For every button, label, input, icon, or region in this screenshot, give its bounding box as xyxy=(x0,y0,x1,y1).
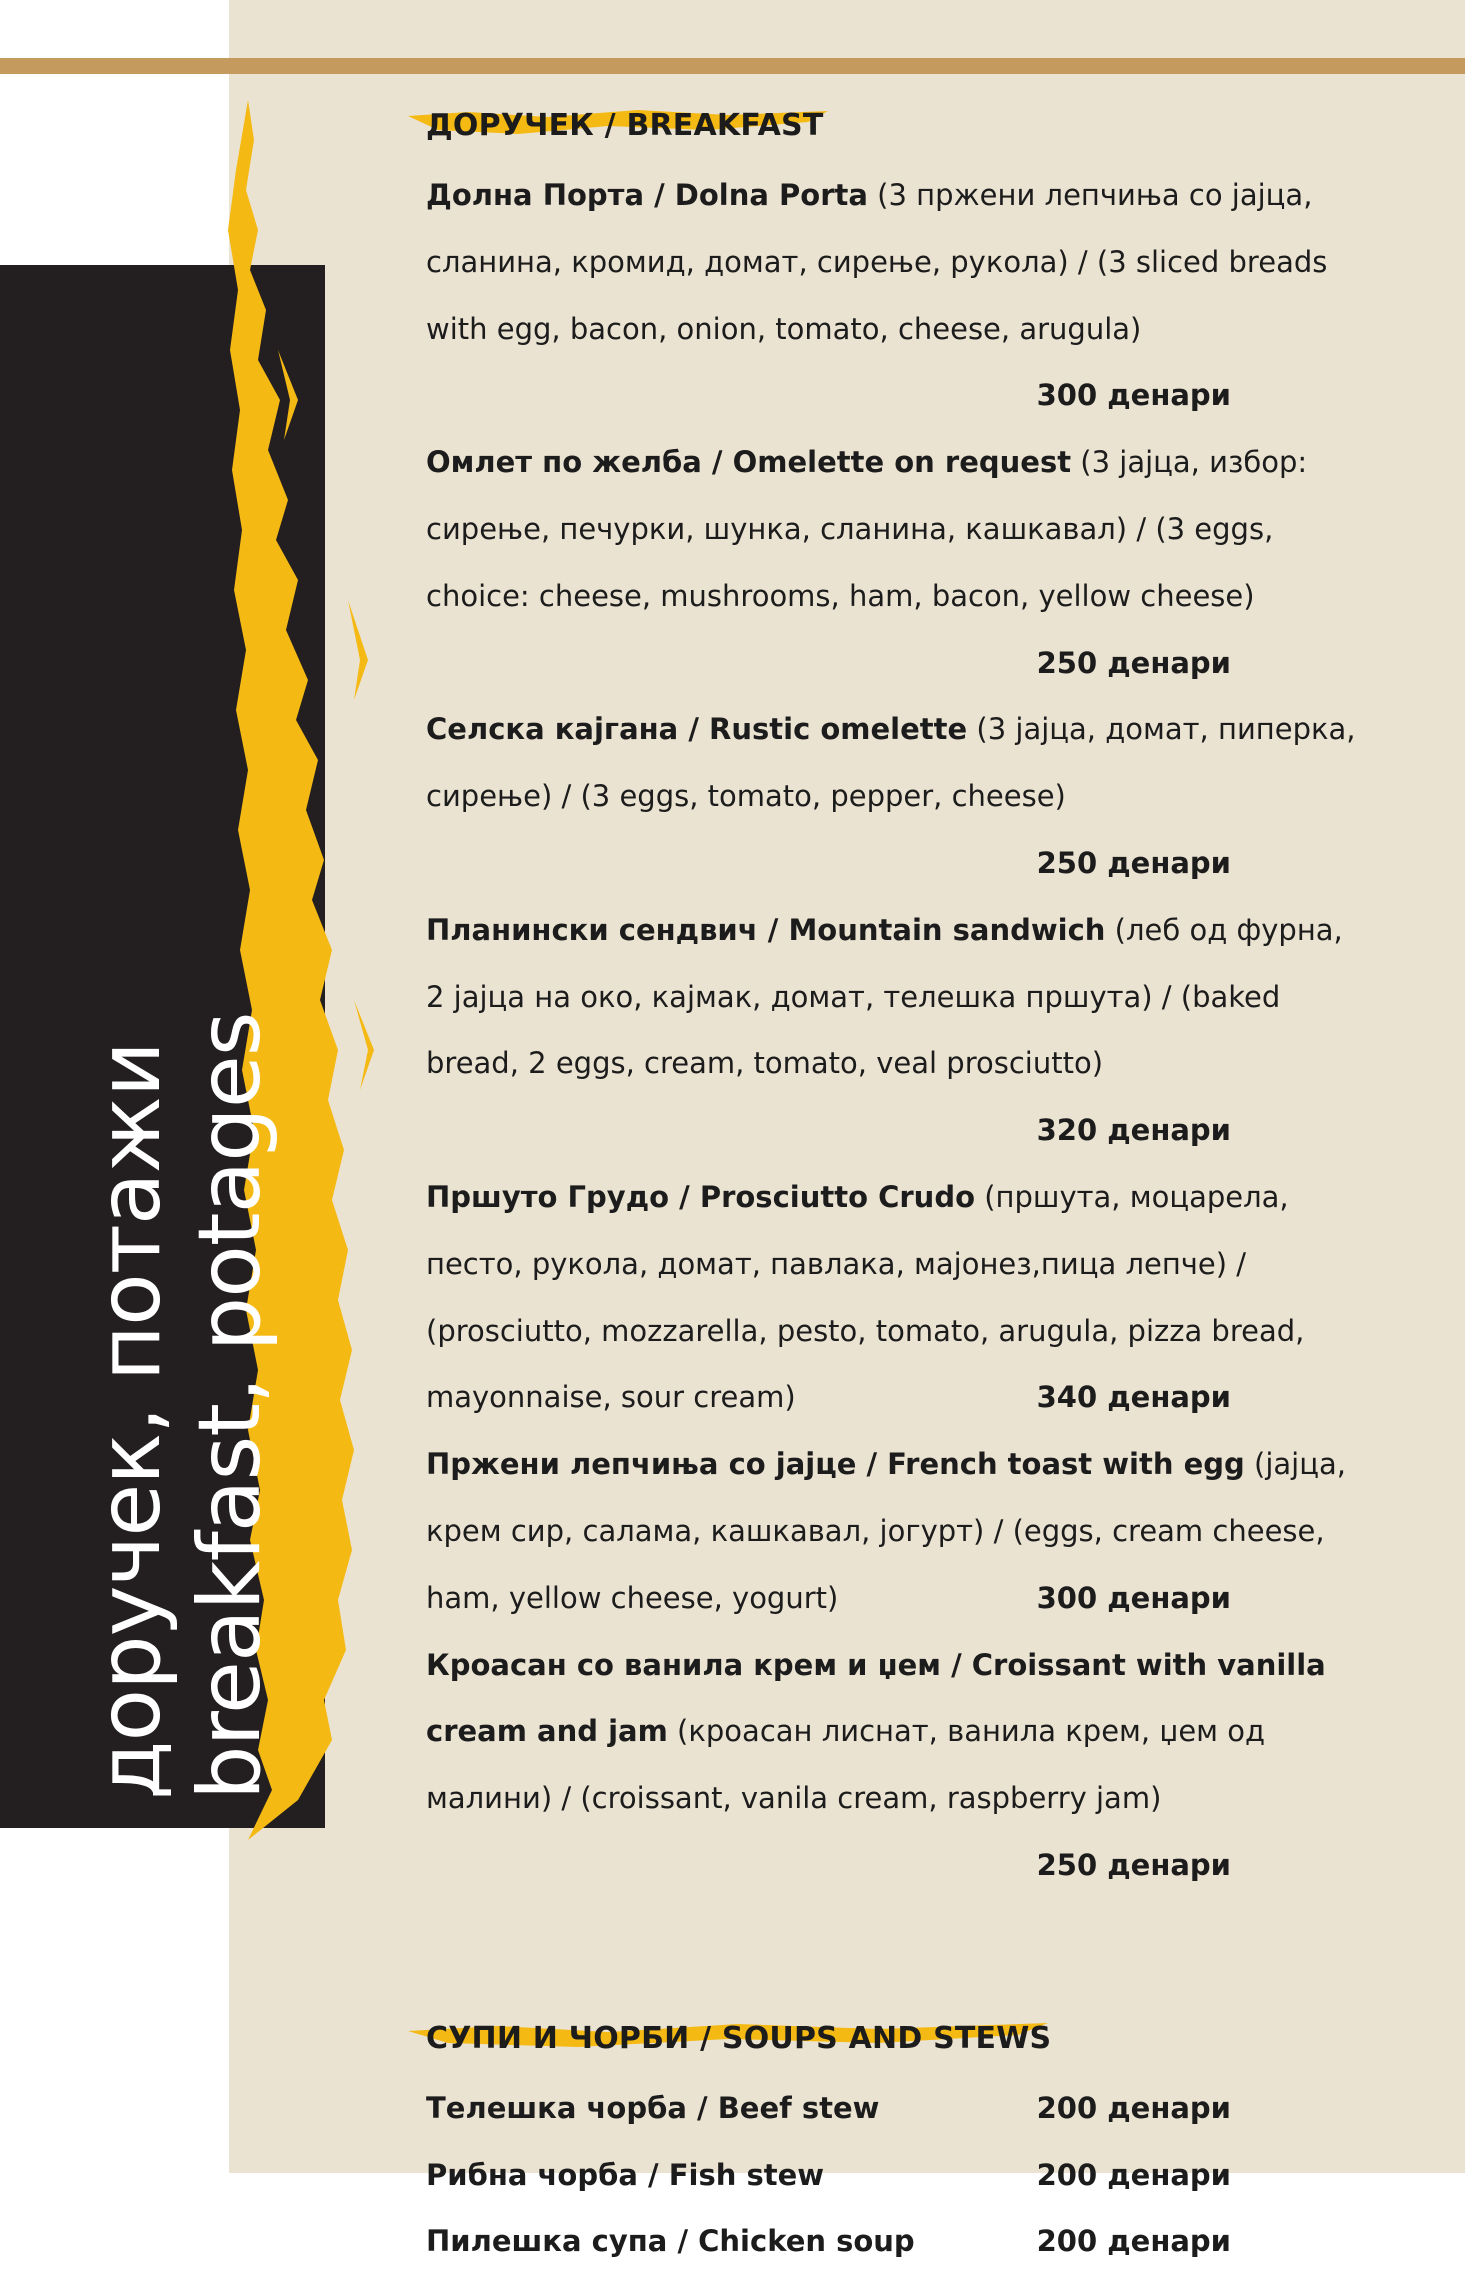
menu-content xyxy=(426,96,1356,2275)
menu-item xyxy=(426,1431,1356,1631)
menu-item-name: Пржени лепчиња со јајце / French toast with egg xyxy=(426,1447,1245,1482)
menu-item-desc: (пршута, моцарела, песто, рукола, домат, павлака, мајонез,пица лепче) / (prosciutto, mozzarella, pesto, tomato, arugula, pizza bread, mayonnaise, sour cream) xyxy=(426,1179,1305,1415)
menu-item xyxy=(426,696,1356,896)
menu-item-name: Планински сендвич / Mountain sandwich xyxy=(426,912,1106,947)
menu-item-name: Омлет по желба / Omelette on request xyxy=(426,445,1072,480)
menu-item xyxy=(426,2142,1356,2209)
breakfast-heading-label: ДОРУЧЕК / BREAKFAST xyxy=(426,108,824,143)
menu-item xyxy=(426,1164,1356,1431)
side-title xyxy=(80,1012,280,1800)
menu-item-price: 200 денари xyxy=(1036,2157,1231,2192)
menu-item-price: 300 денари xyxy=(1036,1580,1231,1615)
menu-item xyxy=(426,897,1356,1164)
menu-item-desc: (3 пржени лепчиња со јајца, сланина, кромид, домат, сирење, рукола) / (3 sliced breads with egg, bacon, onion, tomato, cheese, arugula) xyxy=(426,178,1328,346)
soups-heading xyxy=(426,2009,1356,2069)
side-title-mk: доручек, потажи xyxy=(80,1042,180,1800)
menu-item-desc: (леб од фурна, 2 јајца на око, кајмак, домат, телешка пршута) / (baked bread, 2 eggs, cream, tomato, veal prosciutto) xyxy=(426,912,1343,1081)
menu-item-price: 200 денари xyxy=(1036,2224,1231,2259)
menu-item-name: Селска кајгана / Rustic omelette xyxy=(426,712,968,747)
top-rule xyxy=(0,58,1465,74)
menu-item-price: 250 денари xyxy=(1036,845,1231,880)
side-title-en: breakfast, potages xyxy=(180,1012,280,1800)
menu-item-desc: (3 јајца, домат, пиперка, сирење) / (3 eggs, tomato, pepper, cheese) xyxy=(426,712,1356,814)
menu-item xyxy=(426,429,1356,696)
menu-item-name: Пилешка супа / Chicken soup xyxy=(426,2224,915,2259)
menu-item-desc: (3 јајца, избор: сирење, печурки, шунка, сланина, кашкавал) / (3 eggs, choice: cheese, mushrooms, ham, bacon, yellow cheese) xyxy=(426,445,1308,613)
menu-item-name: Пршуто Грудо / Prosciutto Crudo xyxy=(426,1179,976,1214)
menu-item-price: 340 денари xyxy=(1036,1380,1231,1415)
menu-item-name: Кроасан со ванила крем и џем / Croissant with vanilla cream and jam xyxy=(426,1647,1326,1749)
menu-item-price: 250 денари xyxy=(1036,1847,1231,1882)
menu-item-name: Долна Порта / Dolna Porta xyxy=(426,178,868,212)
breakfast-heading xyxy=(426,96,1356,156)
menu-item xyxy=(426,162,1356,429)
menu-item-desc: (кроасан лиснат, ванила крем, џем од малини) / (croissant, vanila cream, raspberry jam) xyxy=(426,1714,1266,1816)
menu-item xyxy=(426,2208,1356,2275)
menu-item-name: Телешка чорба / Beef stew xyxy=(426,2090,880,2125)
menu-item-name: Рибна чорба / Fish stew xyxy=(426,2157,825,2192)
menu-item-price: 200 денари xyxy=(1036,2090,1231,2125)
menu-item xyxy=(426,1632,1356,1899)
menu-item xyxy=(426,2075,1356,2142)
menu-item-price: 320 денари xyxy=(1036,1113,1231,1148)
menu-item-price: 250 денари xyxy=(1036,645,1231,680)
menu-item-desc: (јајца, крем сир, салама, кашкавал, јогурт) / (eggs, cream cheese, ham, yellow cheese, yogurt) xyxy=(426,1447,1346,1615)
soups-heading-label: СУПИ И ЧОРБИ / SOUPS AND STEWS xyxy=(426,2020,1052,2056)
menu-item-price: 300 денари xyxy=(1036,378,1231,413)
